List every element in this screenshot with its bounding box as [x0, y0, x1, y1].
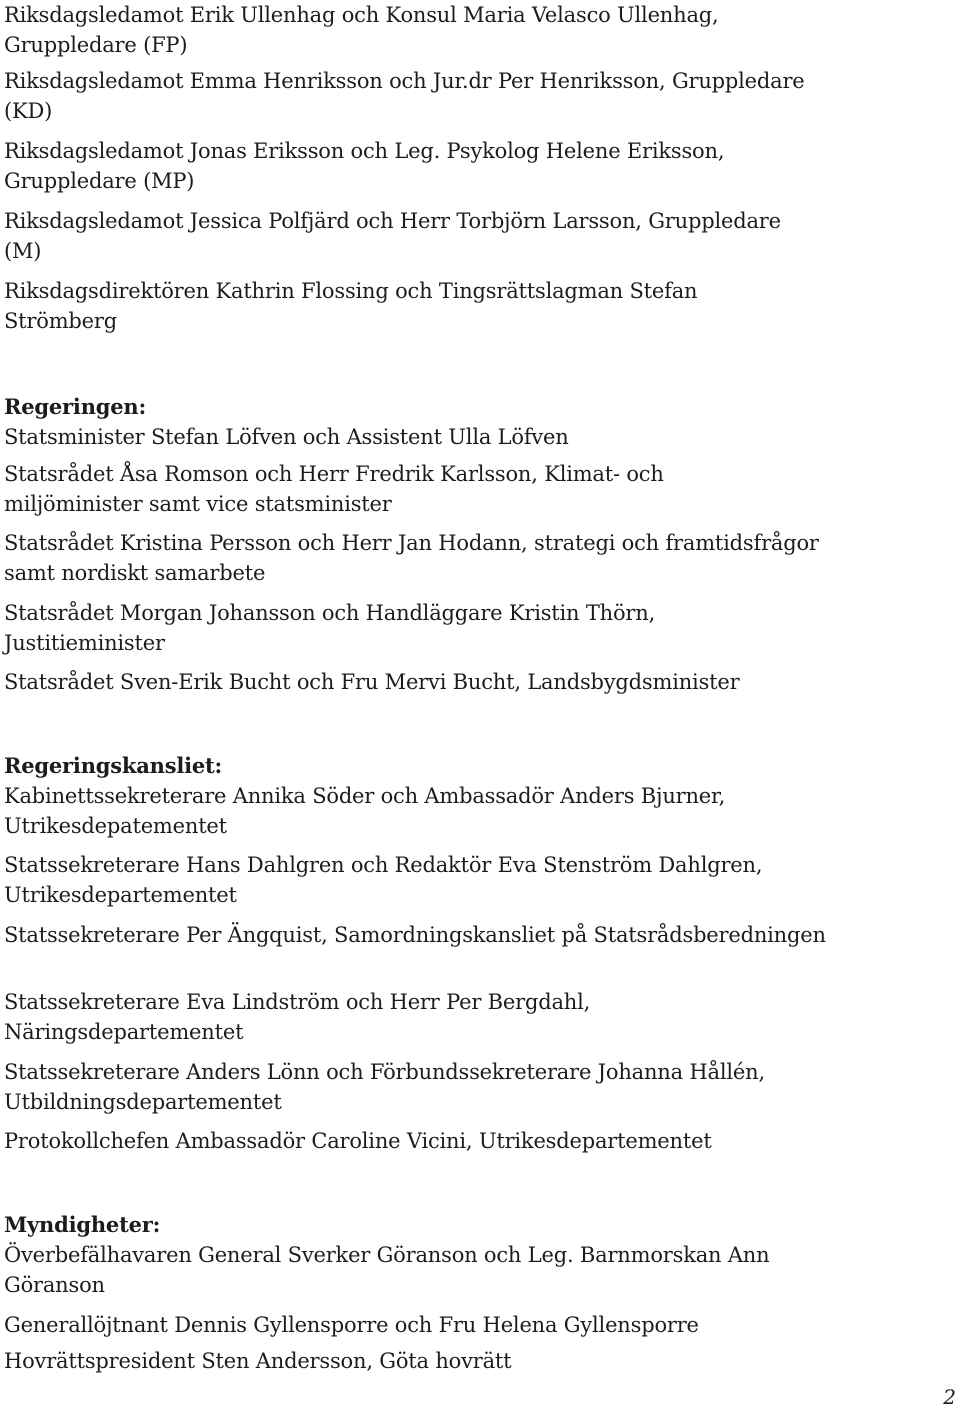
guest-entry: Riksdagsledamot Erik Ullenhag och Konsul Maria Velasco Ullenhag, Gruppledare (FP)	[4, 3, 719, 57]
guest-entry: Hovrättspresident Sten Andersson, Göta hovrätt	[4, 1349, 512, 1373]
guest-entry: Överbefälhavaren General Sverker Göranson och Leg. Barnmorskan Ann Göranson	[4, 1243, 770, 1297]
page-number: 2	[943, 1385, 956, 1409]
section-heading-myndigheter: Myndigheter:	[4, 1212, 161, 1237]
section-heading-regeringskansliet: Regeringskansliet:	[4, 753, 223, 778]
guest-entry: Riksdagsledamot Jessica Polfjärd och Herr Torbjörn Larsson, Gruppledare (M)	[4, 209, 781, 263]
guest-entry: Riksdagsledamot Emma Henriksson och Jur.dr Per Henriksson, Gruppledare (KD)	[4, 69, 805, 123]
guest-entry: Statssekreterare Eva Lindström och Herr Per Bergdahl, Näringsdepartementet	[4, 990, 591, 1044]
guest-entry: Protokollchefen Ambassadör Caroline Vicini, Utrikesdepartementet	[4, 1129, 712, 1153]
guest-entry: Riksdagsledamot Jonas Eriksson och Leg. Psykolog Helene Eriksson, Gruppledare (MP)	[4, 139, 725, 193]
guest-entry: Statsrådet Kristina Persson och Herr Jan Hodann, strategi och framtidsfrågor samt nordiskt samarbete	[4, 531, 819, 585]
guest-entry: Kabinettssekreterare Annika Söder och Ambassadör Anders Bjurner, Utrikesdepatementet	[4, 784, 726, 838]
section-heading-regeringen: Regeringen:	[4, 394, 147, 419]
guest-entry: Riksdagsdirektören Kathrin Flossing och Tingsrättslagman Stefan Strömberg	[4, 279, 698, 333]
guest-entry: Statsminister Stefan Löfven och Assistent Ulla Löfven	[4, 425, 569, 449]
guest-entry: Statsrådet Sven-Erik Bucht och Fru Mervi Bucht, Landsbygdsminister	[4, 670, 740, 694]
guest-entry: Statssekreterare Hans Dahlgren och Redaktör Eva Stenström Dahlgren, Utrikesdepartementet	[4, 853, 763, 907]
guest-entry: Statssekreterare Anders Lönn och Förbundssekreterare Johanna Hållén, Utbildningsdepartementet	[4, 1060, 765, 1114]
guest-entry: Statsrådet Åsa Romson och Herr Fredrik Karlsson, Klimat- och miljöminister samt vice statsminister	[4, 462, 664, 516]
guest-entry: Statsrådet Morgan Johansson och Handläggare Kristin Thörn, Justitieminister	[4, 601, 656, 655]
guest-entry: Generallöjtnant Dennis Gyllensporre och Fru Helena Gyllensporre	[4, 1313, 699, 1337]
guest-entry: Statssekreterare Per Ängquist, Samordningskansliet på Statsrådsberedningen	[4, 923, 826, 947]
